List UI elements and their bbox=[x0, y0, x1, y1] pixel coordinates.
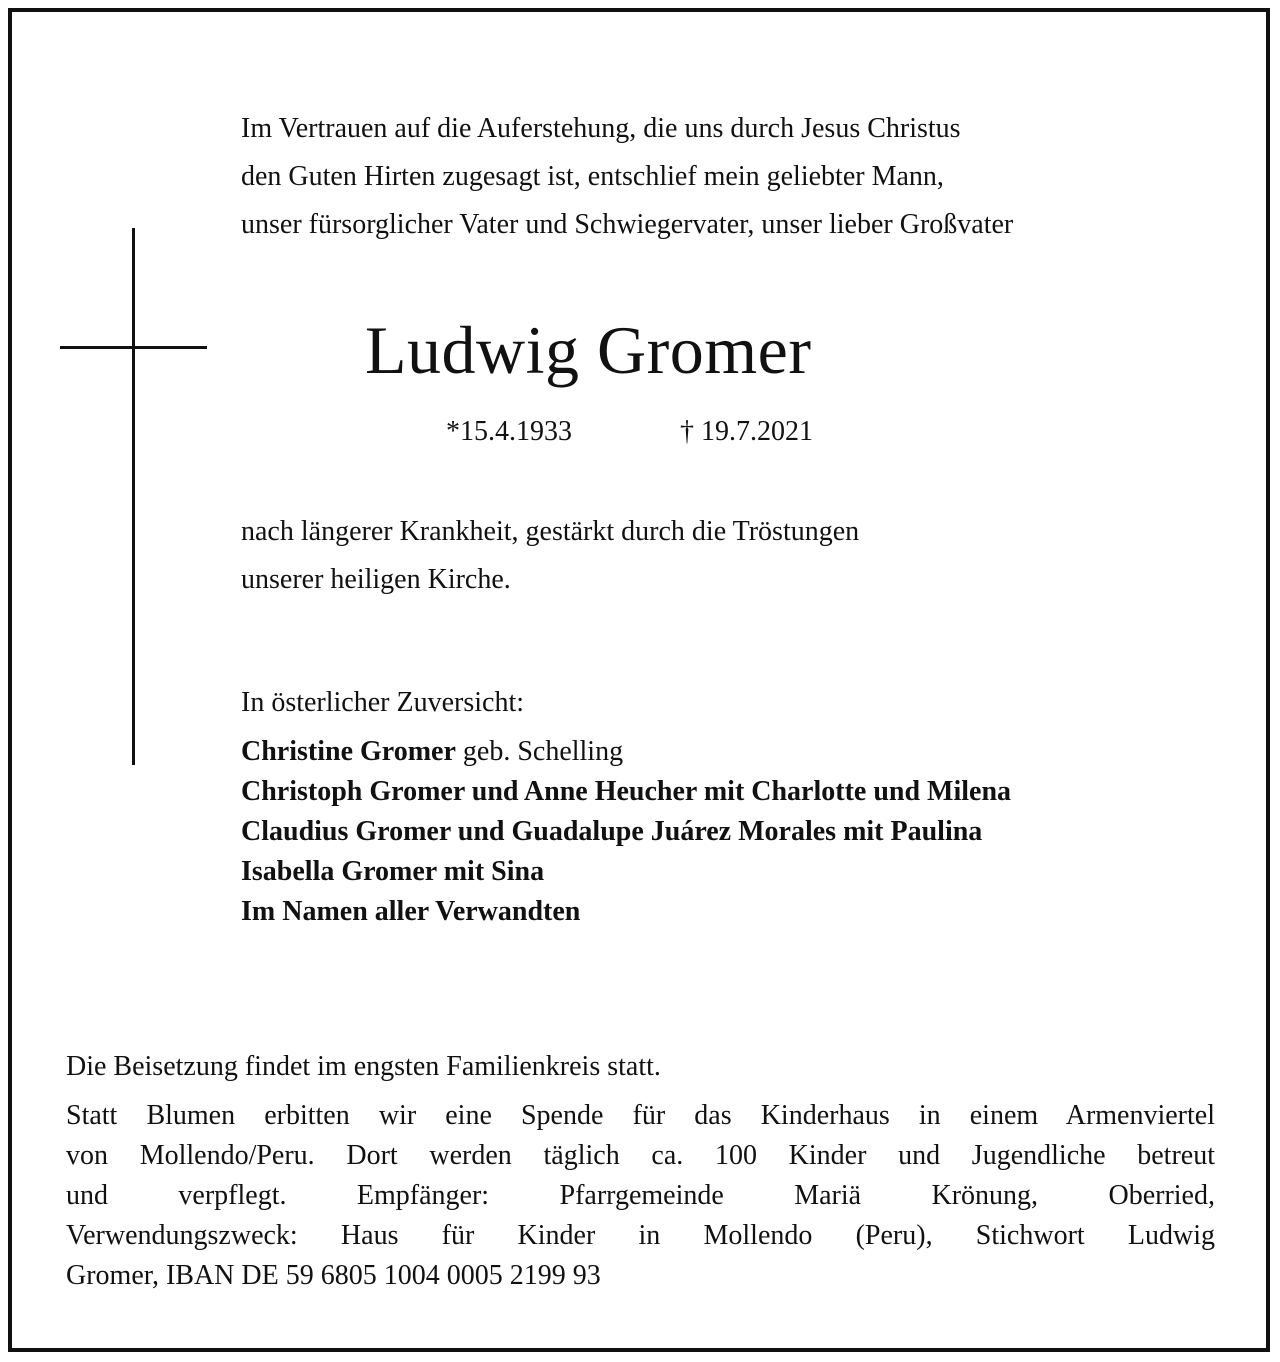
deceased-name: Ludwig Gromer bbox=[365, 312, 812, 388]
cross-icon-beam bbox=[60, 346, 207, 349]
mourner-row bbox=[241, 732, 1011, 772]
cross-icon bbox=[132, 228, 135, 765]
closing-phrase: In österlicher Zuversicht: bbox=[241, 687, 525, 718]
donation-line: Statt Blumen erbitten wir eine Spende für das Kinderhaus in einem Armenviertel bbox=[66, 1100, 1215, 1131]
intro-text bbox=[241, 105, 1013, 249]
death-date: † 19.7.2021 bbox=[680, 416, 813, 447]
mourner-row: Christoph Gromer und Anne Heucher mit Charlotte und Milena bbox=[241, 776, 1012, 807]
donation-line: Gromer, IBAN DE 59 6805 1004 0005 2199 93 bbox=[66, 1260, 601, 1291]
circumstances-line: unserer heiligen Kirche. bbox=[241, 564, 511, 595]
circumstances-line: nach längerer Krankheit, gestärkt durch die Tröstungen bbox=[241, 516, 860, 547]
intro-line: Im Vertrauen auf die Auferstehung, die uns durch Jesus Christus bbox=[241, 113, 961, 144]
intro-line: unser fürsorglicher Vater und Schwiegervater, unser lieber Großvater bbox=[241, 209, 1014, 240]
intro-line: den Guten Hirten zugesagt ist, entschlief mein geliebter Mann, bbox=[241, 161, 944, 192]
birth-date: *15.4.1933 bbox=[446, 416, 572, 447]
donation-line: Verwendungszweck: Haus für Kinder in Mollendo (Peru), Stichwort Ludwig bbox=[66, 1220, 1215, 1251]
mourner-name: Christine Gromer bbox=[241, 736, 456, 767]
mourner-maiden-name: geb. Schelling bbox=[455, 736, 624, 767]
funeral-note: Die Beisetzung findet im engsten Familienkreis statt. bbox=[66, 1051, 661, 1082]
mourners-list bbox=[241, 732, 1011, 932]
donation-line: und verpflegt. Empfänger: Pfarrgemeinde Mariä Krönung, Oberried, bbox=[66, 1180, 1215, 1211]
mourner-row: Im Namen aller Verwandten bbox=[241, 896, 581, 927]
donation-text bbox=[66, 1096, 1215, 1296]
donation-line: von Mollendo/Peru. Dort werden täglich ca. 100 Kinder und Jugendliche betreut bbox=[66, 1140, 1215, 1171]
mourner-row: Isabella Gromer mit Sina bbox=[241, 856, 545, 887]
mourner-row: Claudius Gromer und Guadalupe Juárez Morales mit Paulina bbox=[241, 816, 983, 847]
circumstances-text bbox=[241, 508, 859, 604]
